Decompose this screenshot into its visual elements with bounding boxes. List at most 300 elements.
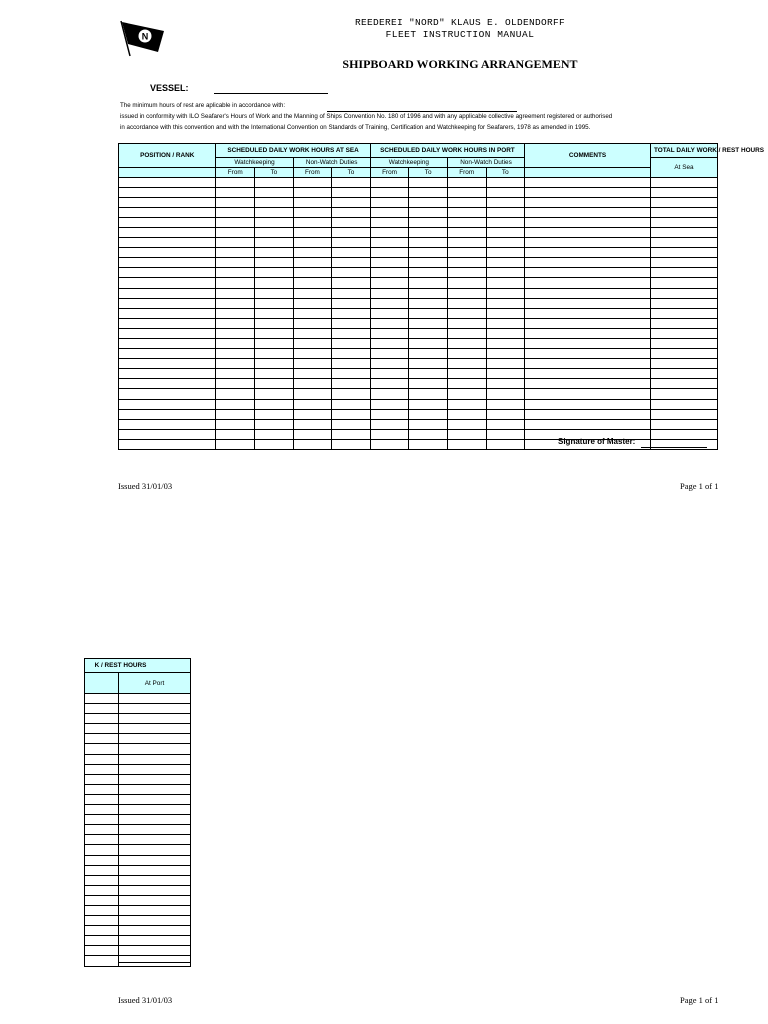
table-cell[interactable] xyxy=(370,278,409,288)
table-cell[interactable] xyxy=(216,369,255,379)
table-cell[interactable] xyxy=(447,429,486,439)
table-cell[interactable] xyxy=(409,227,448,237)
table-cell[interactable] xyxy=(255,359,294,369)
table-cell[interactable] xyxy=(293,248,332,258)
table-cell[interactable] xyxy=(85,875,119,885)
table-cell[interactable] xyxy=(486,349,525,359)
table-cell[interactable] xyxy=(255,409,294,419)
table-cell[interactable] xyxy=(85,815,119,825)
table-cell[interactable] xyxy=(525,419,651,429)
table-cell[interactable] xyxy=(119,399,216,409)
table-cell[interactable] xyxy=(255,339,294,349)
table-cell[interactable] xyxy=(85,754,119,764)
table-cell[interactable] xyxy=(486,308,525,318)
table-cell[interactable] xyxy=(293,268,332,278)
table-cell[interactable] xyxy=(119,714,191,724)
table-cell[interactable] xyxy=(293,258,332,268)
table-cell[interactable] xyxy=(370,207,409,217)
table-cell[interactable] xyxy=(119,429,216,439)
table-cell[interactable] xyxy=(447,318,486,328)
table-cell[interactable] xyxy=(486,298,525,308)
table-cell[interactable] xyxy=(293,298,332,308)
table-cell[interactable] xyxy=(293,379,332,389)
table-cell[interactable] xyxy=(525,409,651,419)
table-cell[interactable] xyxy=(85,905,119,915)
table-cell[interactable] xyxy=(85,714,119,724)
table-cell[interactable] xyxy=(85,885,119,895)
table-cell[interactable] xyxy=(332,227,371,237)
table-cell[interactable] xyxy=(447,339,486,349)
table-cell[interactable] xyxy=(85,916,119,926)
table-cell[interactable] xyxy=(447,258,486,268)
table-cell[interactable] xyxy=(255,318,294,328)
table-cell[interactable] xyxy=(525,187,651,197)
table-cell[interactable] xyxy=(332,288,371,298)
table-cell[interactable] xyxy=(216,379,255,389)
table-cell[interactable] xyxy=(293,308,332,318)
table-cell[interactable] xyxy=(332,278,371,288)
table-cell[interactable] xyxy=(216,238,255,248)
table-cell[interactable] xyxy=(255,197,294,207)
table-cell[interactable] xyxy=(650,278,717,288)
table-cell[interactable] xyxy=(525,177,651,187)
table-cell[interactable] xyxy=(650,409,717,419)
table-cell[interactable] xyxy=(525,328,651,338)
table-cell[interactable] xyxy=(85,704,119,714)
table-cell[interactable] xyxy=(409,177,448,187)
table-cell[interactable] xyxy=(409,389,448,399)
table-cell[interactable] xyxy=(119,704,191,714)
table-cell[interactable] xyxy=(447,298,486,308)
table-cell[interactable] xyxy=(85,825,119,835)
table-cell[interactable] xyxy=(486,359,525,369)
table-cell[interactable] xyxy=(447,349,486,359)
table-cell[interactable] xyxy=(525,227,651,237)
table-cell[interactable] xyxy=(255,399,294,409)
table-cell[interactable] xyxy=(370,288,409,298)
table-cell[interactable] xyxy=(447,359,486,369)
table-cell[interactable] xyxy=(650,238,717,248)
table-cell[interactable] xyxy=(85,845,119,855)
table-cell[interactable] xyxy=(85,744,119,754)
table-cell[interactable] xyxy=(447,379,486,389)
table-cell[interactable] xyxy=(486,207,525,217)
table-cell[interactable] xyxy=(650,389,717,399)
table-cell[interactable] xyxy=(293,429,332,439)
table-cell[interactable] xyxy=(216,389,255,399)
table-cell[interactable] xyxy=(370,298,409,308)
table-cell[interactable] xyxy=(293,419,332,429)
table-cell[interactable] xyxy=(370,399,409,409)
table-cell[interactable] xyxy=(409,419,448,429)
table-cell[interactable] xyxy=(119,885,191,895)
table-cell[interactable] xyxy=(332,238,371,248)
table-cell[interactable] xyxy=(486,369,525,379)
table-cell[interactable] xyxy=(216,197,255,207)
table-cell[interactable] xyxy=(293,439,332,449)
table-cell[interactable] xyxy=(525,389,651,399)
table-cell[interactable] xyxy=(119,238,216,248)
table-cell[interactable] xyxy=(255,439,294,449)
table-cell[interactable] xyxy=(119,895,191,905)
table-cell[interactable] xyxy=(370,227,409,237)
table-cell[interactable] xyxy=(650,288,717,298)
table-cell[interactable] xyxy=(486,379,525,389)
table-cell[interactable] xyxy=(216,227,255,237)
table-cell[interactable] xyxy=(486,197,525,207)
table-cell[interactable] xyxy=(255,328,294,338)
table-cell[interactable] xyxy=(255,298,294,308)
table-cell[interactable] xyxy=(447,238,486,248)
table-cell[interactable] xyxy=(293,409,332,419)
table-cell[interactable] xyxy=(119,197,216,207)
table-cell[interactable] xyxy=(332,197,371,207)
table-cell[interactable] xyxy=(216,298,255,308)
table-cell[interactable] xyxy=(370,419,409,429)
table-cell[interactable] xyxy=(409,217,448,227)
table-cell[interactable] xyxy=(447,207,486,217)
signature-line[interactable] xyxy=(641,447,707,448)
table-cell[interactable] xyxy=(650,419,717,429)
table-cell[interactable] xyxy=(255,177,294,187)
table-cell[interactable] xyxy=(332,328,371,338)
table-cell[interactable] xyxy=(447,328,486,338)
table-cell[interactable] xyxy=(409,187,448,197)
table-cell[interactable] xyxy=(119,248,216,258)
table-cell[interactable] xyxy=(332,258,371,268)
table-cell[interactable] xyxy=(409,278,448,288)
table-cell[interactable] xyxy=(447,389,486,399)
table-cell[interactable] xyxy=(119,805,191,815)
table-cell[interactable] xyxy=(370,389,409,399)
table-cell[interactable] xyxy=(525,278,651,288)
table-cell[interactable] xyxy=(332,359,371,369)
table-cell[interactable] xyxy=(119,328,216,338)
table-cell[interactable] xyxy=(85,926,119,936)
vessel-field-line[interactable] xyxy=(214,93,328,94)
table-cell[interactable] xyxy=(409,339,448,349)
table-cell[interactable] xyxy=(370,369,409,379)
table-cell[interactable] xyxy=(216,419,255,429)
table-cell[interactable] xyxy=(447,217,486,227)
table-cell[interactable] xyxy=(409,429,448,439)
table-cell[interactable] xyxy=(486,248,525,258)
table-cell[interactable] xyxy=(293,217,332,227)
table-cell[interactable] xyxy=(255,369,294,379)
table-cell[interactable] xyxy=(650,328,717,338)
table-cell[interactable] xyxy=(119,926,191,936)
table-cell[interactable] xyxy=(216,328,255,338)
table-cell[interactable] xyxy=(255,288,294,298)
table-cell[interactable] xyxy=(255,429,294,439)
table-cell[interactable] xyxy=(409,369,448,379)
table-cell[interactable] xyxy=(119,916,191,926)
table-cell[interactable] xyxy=(332,349,371,359)
table-cell[interactable] xyxy=(486,227,525,237)
table-cell[interactable] xyxy=(119,875,191,885)
table-cell[interactable] xyxy=(119,946,191,956)
table-cell[interactable] xyxy=(85,865,119,875)
table-cell[interactable] xyxy=(370,409,409,419)
table-cell[interactable] xyxy=(486,278,525,288)
table-cell[interactable] xyxy=(370,379,409,389)
table-cell[interactable] xyxy=(293,177,332,187)
table-cell[interactable] xyxy=(85,805,119,815)
table-cell[interactable] xyxy=(293,328,332,338)
table-cell[interactable] xyxy=(447,439,486,449)
table-cell[interactable] xyxy=(119,694,191,704)
table-cell[interactable] xyxy=(525,399,651,409)
table-cell[interactable] xyxy=(293,318,332,328)
table-cell[interactable] xyxy=(255,248,294,258)
table-cell[interactable] xyxy=(525,197,651,207)
table-cell[interactable] xyxy=(370,268,409,278)
table-cell[interactable] xyxy=(119,349,216,359)
table-cell[interactable] xyxy=(486,288,525,298)
intro-blank-line[interactable] xyxy=(327,111,517,112)
table-cell[interactable] xyxy=(85,855,119,865)
table-cell[interactable] xyxy=(370,258,409,268)
table-cell[interactable] xyxy=(525,258,651,268)
table-cell[interactable] xyxy=(85,946,119,956)
table-cell[interactable] xyxy=(525,369,651,379)
table-cell[interactable] xyxy=(293,389,332,399)
table-cell[interactable] xyxy=(216,248,255,258)
table-cell[interactable] xyxy=(525,248,651,258)
table-cell[interactable] xyxy=(119,956,191,966)
table-cell[interactable] xyxy=(409,308,448,318)
table-cell[interactable] xyxy=(332,177,371,187)
table-cell[interactable] xyxy=(650,217,717,227)
table-cell[interactable] xyxy=(650,359,717,369)
table-cell[interactable] xyxy=(255,389,294,399)
table-cell[interactable] xyxy=(293,349,332,359)
table-cell[interactable] xyxy=(216,177,255,187)
table-cell[interactable] xyxy=(525,349,651,359)
table-cell[interactable] xyxy=(85,734,119,744)
table-cell[interactable] xyxy=(216,399,255,409)
table-cell[interactable] xyxy=(650,429,717,439)
table-cell[interactable] xyxy=(119,439,216,449)
table-cell[interactable] xyxy=(216,207,255,217)
table-cell[interactable] xyxy=(85,724,119,734)
table-cell[interactable] xyxy=(650,339,717,349)
table-cell[interactable] xyxy=(119,744,191,754)
table-cell[interactable] xyxy=(85,764,119,774)
table-cell[interactable] xyxy=(332,409,371,419)
table-cell[interactable] xyxy=(119,268,216,278)
table-cell[interactable] xyxy=(486,399,525,409)
table-cell[interactable] xyxy=(447,278,486,288)
table-cell[interactable] xyxy=(119,227,216,237)
table-cell[interactable] xyxy=(447,308,486,318)
table-cell[interactable] xyxy=(293,369,332,379)
table-cell[interactable] xyxy=(119,298,216,308)
table-cell[interactable] xyxy=(216,217,255,227)
table-cell[interactable] xyxy=(486,429,525,439)
table-cell[interactable] xyxy=(216,187,255,197)
table-cell[interactable] xyxy=(255,419,294,429)
table-cell[interactable] xyxy=(409,359,448,369)
table-cell[interactable] xyxy=(216,258,255,268)
table-cell[interactable] xyxy=(447,197,486,207)
table-cell[interactable] xyxy=(486,268,525,278)
table-cell[interactable] xyxy=(85,956,119,966)
table-cell[interactable] xyxy=(486,217,525,227)
table-cell[interactable] xyxy=(486,258,525,268)
table-cell[interactable] xyxy=(85,774,119,784)
table-cell[interactable] xyxy=(332,399,371,409)
table-cell[interactable] xyxy=(332,389,371,399)
table-cell[interactable] xyxy=(409,238,448,248)
table-cell[interactable] xyxy=(85,794,119,804)
table-cell[interactable] xyxy=(216,318,255,328)
table-cell[interactable] xyxy=(216,308,255,318)
table-cell[interactable] xyxy=(486,177,525,187)
table-cell[interactable] xyxy=(119,724,191,734)
table-cell[interactable] xyxy=(409,379,448,389)
table-cell[interactable] xyxy=(409,349,448,359)
table-cell[interactable] xyxy=(119,419,216,429)
table-cell[interactable] xyxy=(293,278,332,288)
table-cell[interactable] xyxy=(255,379,294,389)
table-cell[interactable] xyxy=(255,187,294,197)
table-cell[interactable] xyxy=(409,197,448,207)
table-cell[interactable] xyxy=(119,794,191,804)
table-cell[interactable] xyxy=(255,349,294,359)
table-cell[interactable] xyxy=(650,268,717,278)
table-cell[interactable] xyxy=(293,238,332,248)
table-cell[interactable] xyxy=(370,328,409,338)
table-cell[interactable] xyxy=(447,227,486,237)
table-cell[interactable] xyxy=(332,379,371,389)
table-cell[interactable] xyxy=(216,339,255,349)
table-cell[interactable] xyxy=(370,359,409,369)
table-cell[interactable] xyxy=(85,784,119,794)
table-cell[interactable] xyxy=(650,349,717,359)
table-cell[interactable] xyxy=(332,318,371,328)
table-cell[interactable] xyxy=(85,694,119,704)
table-cell[interactable] xyxy=(332,207,371,217)
table-cell[interactable] xyxy=(650,187,717,197)
table-cell[interactable] xyxy=(525,379,651,389)
table-cell[interactable] xyxy=(255,268,294,278)
table-cell[interactable] xyxy=(119,389,216,399)
table-cell[interactable] xyxy=(255,278,294,288)
table-cell[interactable] xyxy=(650,308,717,318)
table-cell[interactable] xyxy=(293,187,332,197)
table-cell[interactable] xyxy=(447,177,486,187)
table-cell[interactable] xyxy=(332,308,371,318)
table-cell[interactable] xyxy=(525,318,651,328)
table-cell[interactable] xyxy=(650,248,717,258)
table-cell[interactable] xyxy=(332,429,371,439)
table-cell[interactable] xyxy=(119,217,216,227)
table-cell[interactable] xyxy=(332,268,371,278)
table-cell[interactable] xyxy=(119,409,216,419)
table-cell[interactable] xyxy=(255,227,294,237)
table-cell[interactable] xyxy=(293,288,332,298)
table-cell[interactable] xyxy=(119,318,216,328)
table-cell[interactable] xyxy=(370,439,409,449)
table-cell[interactable] xyxy=(119,369,216,379)
table-cell[interactable] xyxy=(370,197,409,207)
table-cell[interactable] xyxy=(650,369,717,379)
table-cell[interactable] xyxy=(255,207,294,217)
table-cell[interactable] xyxy=(370,429,409,439)
table-cell[interactable] xyxy=(255,308,294,318)
table-cell[interactable] xyxy=(293,197,332,207)
table-cell[interactable] xyxy=(486,439,525,449)
table-cell[interactable] xyxy=(409,248,448,258)
table-cell[interactable] xyxy=(216,429,255,439)
table-cell[interactable] xyxy=(370,217,409,227)
table-cell[interactable] xyxy=(486,238,525,248)
table-cell[interactable] xyxy=(119,905,191,915)
table-cell[interactable] xyxy=(119,774,191,784)
table-cell[interactable] xyxy=(216,439,255,449)
table-cell[interactable] xyxy=(332,419,371,429)
table-cell[interactable] xyxy=(650,197,717,207)
table-cell[interactable] xyxy=(370,248,409,258)
table-cell[interactable] xyxy=(525,207,651,217)
table-cell[interactable] xyxy=(216,349,255,359)
table-cell[interactable] xyxy=(332,339,371,349)
table-cell[interactable] xyxy=(650,298,717,308)
table-cell[interactable] xyxy=(650,227,717,237)
table-cell[interactable] xyxy=(650,207,717,217)
table-cell[interactable] xyxy=(525,238,651,248)
table-cell[interactable] xyxy=(119,754,191,764)
table-cell[interactable] xyxy=(650,177,717,187)
table-cell[interactable] xyxy=(525,308,651,318)
table-cell[interactable] xyxy=(650,399,717,409)
table-cell[interactable] xyxy=(447,268,486,278)
table-cell[interactable] xyxy=(486,318,525,328)
table-cell[interactable] xyxy=(370,187,409,197)
table-cell[interactable] xyxy=(525,217,651,227)
table-cell[interactable] xyxy=(293,359,332,369)
table-cell[interactable] xyxy=(525,298,651,308)
table-cell[interactable] xyxy=(486,187,525,197)
table-cell[interactable] xyxy=(119,764,191,774)
table-cell[interactable] xyxy=(409,328,448,338)
table-cell[interactable] xyxy=(119,379,216,389)
table-cell[interactable] xyxy=(447,187,486,197)
table-cell[interactable] xyxy=(650,258,717,268)
table-cell[interactable] xyxy=(409,207,448,217)
table-cell[interactable] xyxy=(525,288,651,298)
table-cell[interactable] xyxy=(119,936,191,946)
table-cell[interactable] xyxy=(486,389,525,399)
table-cell[interactable] xyxy=(119,734,191,744)
table-cell[interactable] xyxy=(370,238,409,248)
table-cell[interactable] xyxy=(255,217,294,227)
table-cell[interactable] xyxy=(293,339,332,349)
table-cell[interactable] xyxy=(409,298,448,308)
table-cell[interactable] xyxy=(409,439,448,449)
table-cell[interactable] xyxy=(119,845,191,855)
table-cell[interactable] xyxy=(409,288,448,298)
table-cell[interactable] xyxy=(370,177,409,187)
table-cell[interactable] xyxy=(119,339,216,349)
table-cell[interactable] xyxy=(293,207,332,217)
table-cell[interactable] xyxy=(332,187,371,197)
table-cell[interactable] xyxy=(409,318,448,328)
table-cell[interactable] xyxy=(486,339,525,349)
table-cell[interactable] xyxy=(332,298,371,308)
table-cell[interactable] xyxy=(85,895,119,905)
